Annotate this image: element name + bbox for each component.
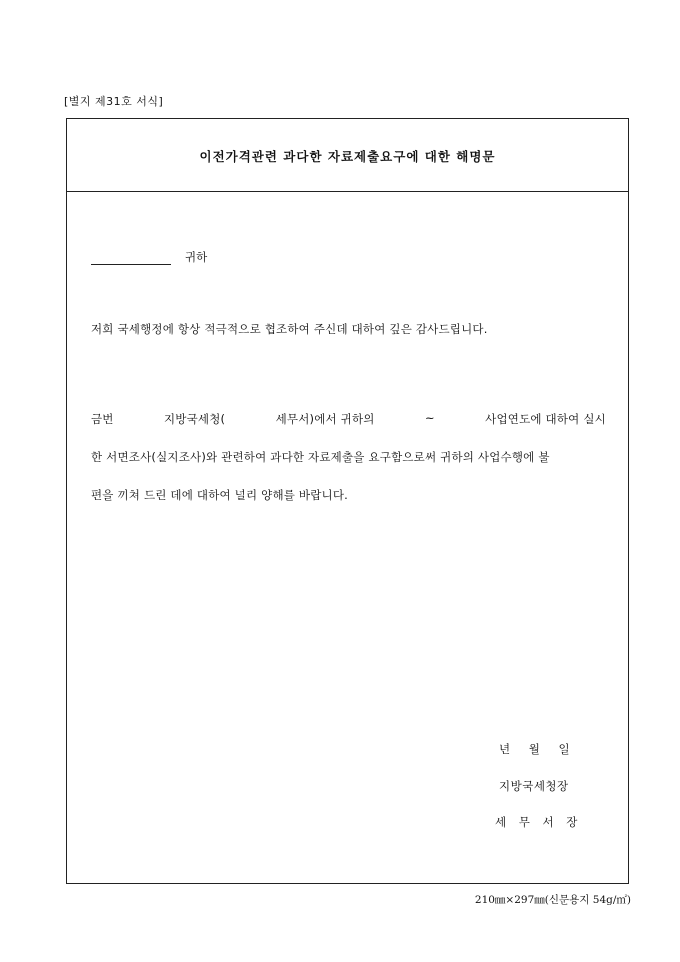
document-frame <box>66 118 629 884</box>
regional-commissioner: 지방국세청장 <box>499 779 569 793</box>
recipient-name-blank[interactable] <box>91 252 171 265</box>
title-row <box>67 119 628 192</box>
recipient-suffix: 귀하 <box>185 250 208 264</box>
form-number-label: [별지 제31호 서식] <box>64 95 164 108</box>
apology-paragraph <box>91 411 606 525</box>
apology-line-2: 한 서면조사(실지조사)와 관련하여 과다한 자료제출을 요구함으로써 귀하의 사업수행에 불 <box>91 450 550 464</box>
apology-word-4: ~ <box>424 411 435 425</box>
apology-line-1 <box>91 411 606 449</box>
apology-word-1: 금번 <box>91 412 114 426</box>
apology-line-3: 편을 끼쳐 드린 데에 대하여 널리 양해를 바랍니다. <box>91 488 349 502</box>
tax-office-head: 세 무 서 장 <box>495 815 578 829</box>
apology-word-3: 세무서)에서 귀하의 <box>275 412 375 426</box>
document-title: 이전가격관련 과다한 자료제출요구에 대한 해명문 <box>199 149 496 164</box>
recipient-line <box>91 249 207 265</box>
greeting-paragraph: 저희 국세행정에 항상 적극적으로 협조하여 주신데 대하여 깊은 감사드립니다. <box>91 322 488 336</box>
apology-word-5: 사업연도에 대하여 실시 <box>485 412 606 426</box>
date-line: 년 월 일 <box>499 742 571 756</box>
apology-word-2: 지방국세청( <box>163 412 226 426</box>
paper-spec-label: 210㎜×297㎜(신문용지 54g/㎡) <box>474 894 631 906</box>
